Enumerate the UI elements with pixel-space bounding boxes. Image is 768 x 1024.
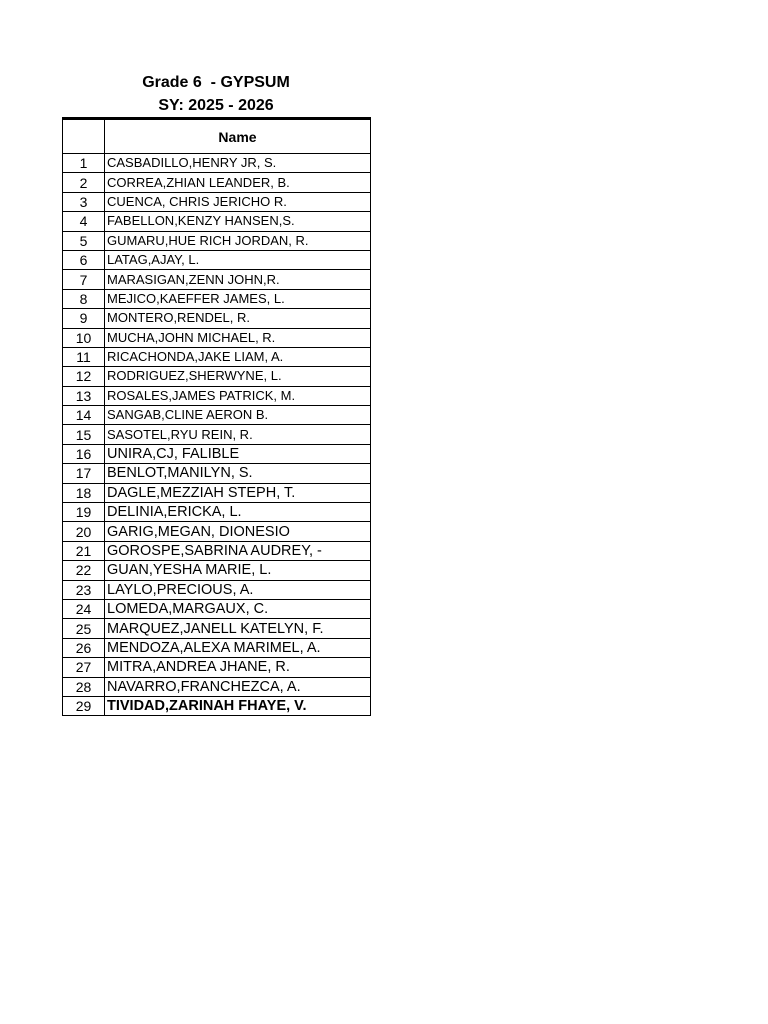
row-number: 6 <box>63 250 105 269</box>
student-name: MARQUEZ,JANELL KATELYN, F. <box>105 619 371 638</box>
student-name: SANGAB,CLINE AERON B. <box>105 406 371 425</box>
student-name: RODRIGUEZ,SHERWYNE, L. <box>105 367 371 386</box>
table-row <box>63 328 371 347</box>
row-number: 22 <box>63 561 105 580</box>
row-number: 24 <box>63 599 105 618</box>
student-name: TIVIDAD,ZARINAH FHAYE, V. <box>105 696 371 715</box>
row-number: 26 <box>63 638 105 657</box>
class-list-sheet <box>62 71 370 716</box>
student-name: LOMEDA,MARGAUX, C. <box>105 599 371 618</box>
row-number: 29 <box>63 696 105 715</box>
table-row <box>63 289 371 308</box>
table-row <box>63 270 371 289</box>
table-row <box>63 541 371 560</box>
row-number: 12 <box>63 367 105 386</box>
row-number: 27 <box>63 658 105 677</box>
row-number: 25 <box>63 619 105 638</box>
table-row <box>63 231 371 250</box>
table-row <box>63 464 371 483</box>
student-name: DELINIA,ERICKA, L. <box>105 503 371 522</box>
table-row <box>63 173 371 192</box>
table-row <box>63 192 371 211</box>
row-number: 23 <box>63 580 105 599</box>
student-name: CUENCA, CHRIS JERICHO R. <box>105 192 371 211</box>
table-row <box>63 347 371 366</box>
student-name: GOROSPE,SABRINA AUDREY, - <box>105 541 371 560</box>
table-row <box>63 483 371 502</box>
row-number: 5 <box>63 231 105 250</box>
table-row <box>63 599 371 618</box>
row-number: 4 <box>63 212 105 231</box>
row-number: 28 <box>63 677 105 696</box>
table-row <box>63 444 371 463</box>
table-row <box>63 619 371 638</box>
table-row <box>63 522 371 541</box>
number-column-header <box>63 119 105 154</box>
student-name: LAYLO,PRECIOUS, A. <box>105 580 371 599</box>
row-number: 16 <box>63 444 105 463</box>
student-name: MONTERO,RENDEL, R. <box>105 309 371 328</box>
table-row <box>63 212 371 231</box>
row-number: 21 <box>63 541 105 560</box>
row-number: 13 <box>63 386 105 405</box>
school-year-title: SY: 2025 - 2026 <box>158 97 274 114</box>
table-row <box>63 658 371 677</box>
row-number: 19 <box>63 503 105 522</box>
table-row <box>63 677 371 696</box>
table-row <box>63 638 371 657</box>
table-row <box>63 425 371 444</box>
table-row <box>63 503 371 522</box>
row-number: 3 <box>63 192 105 211</box>
row-number: 1 <box>63 154 105 173</box>
row-number: 20 <box>63 522 105 541</box>
student-name: LATAG,AJAY, L. <box>105 250 371 269</box>
student-name: ROSALES,JAMES PATRICK, M. <box>105 386 371 405</box>
table-row <box>63 561 371 580</box>
row-number: 2 <box>63 173 105 192</box>
student-name: GUMARU,HUE RICH JORDAN, R. <box>105 231 371 250</box>
student-name: MITRA,ANDREA JHANE, R. <box>105 658 371 677</box>
student-name: GARIG,MEGAN, DIONESIO <box>105 522 371 541</box>
student-name: DAGLE,MEZZIAH STEPH, T. <box>105 483 371 502</box>
table-header-row <box>63 119 371 154</box>
table-row <box>63 250 371 269</box>
table-row <box>63 406 371 425</box>
row-number: 18 <box>63 483 105 502</box>
student-name: MEJICO,KAEFFER JAMES, L. <box>105 289 371 308</box>
table-row <box>63 367 371 386</box>
student-name: UNIRA,CJ, FALIBLE <box>105 444 371 463</box>
class-title: Grade 6 - GYPSUM <box>142 74 290 91</box>
row-number: 15 <box>63 425 105 444</box>
student-name: CASBADILLO,HENRY JR, S. <box>105 154 371 173</box>
row-number: 14 <box>63 406 105 425</box>
name-column-header: Name <box>105 119 371 154</box>
row-number: 10 <box>63 328 105 347</box>
student-name: SASOTEL,RYU REIN, R. <box>105 425 371 444</box>
student-name: MENDOZA,ALEXA MARIMEL, A. <box>105 638 371 657</box>
student-name: GUAN,YESHA MARIE, L. <box>105 561 371 580</box>
student-name: CORREA,ZHIAN LEANDER, B. <box>105 173 371 192</box>
student-name: BENLOT,MANILYN, S. <box>105 464 371 483</box>
row-number: 8 <box>63 289 105 308</box>
table-row <box>63 696 371 715</box>
table-row <box>63 154 371 173</box>
student-name: FABELLON,KENZY HANSEN,S. <box>105 212 371 231</box>
row-number: 17 <box>63 464 105 483</box>
student-table <box>62 117 371 716</box>
student-name: MARASIGAN,ZENN JOHN,R. <box>105 270 371 289</box>
row-number: 11 <box>63 347 105 366</box>
student-name: RICACHONDA,JAKE LIAM, A. <box>105 347 371 366</box>
row-number: 9 <box>63 309 105 328</box>
table-row <box>63 386 371 405</box>
student-name: NAVARRO,FRANCHEZCA, A. <box>105 677 371 696</box>
row-number: 7 <box>63 270 105 289</box>
student-name: MUCHA,JOHN MICHAEL, R. <box>105 328 371 347</box>
table-row <box>63 580 371 599</box>
table-row <box>63 309 371 328</box>
